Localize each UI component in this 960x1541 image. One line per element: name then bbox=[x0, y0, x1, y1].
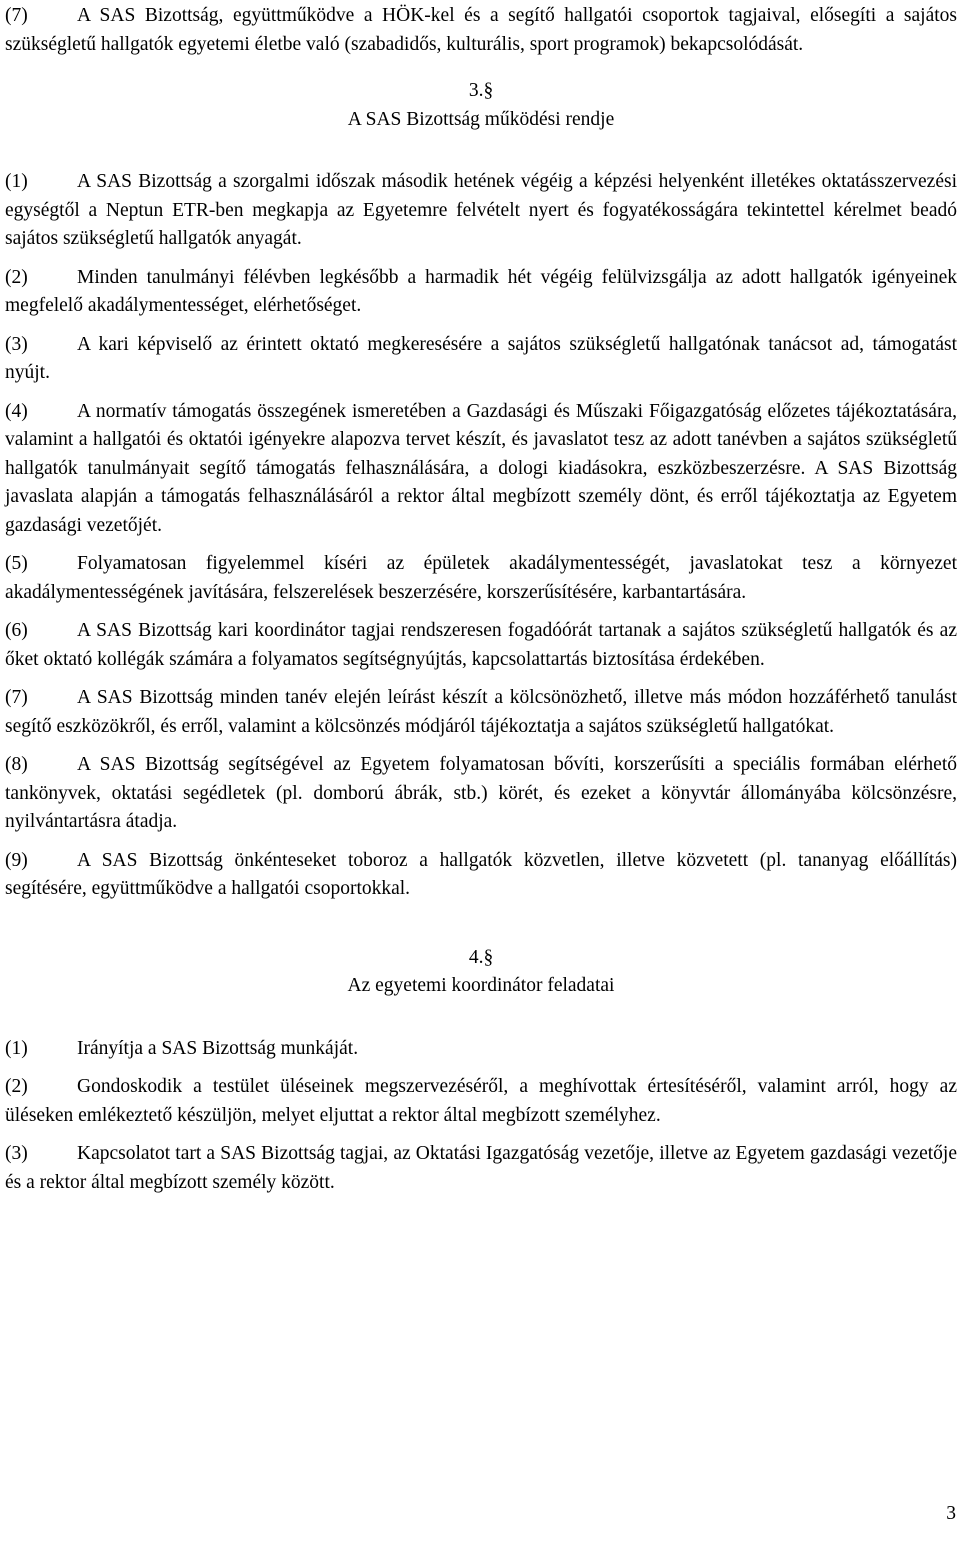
section-3 bbox=[5, 77, 957, 904]
paragraph-text: A SAS Bizottság kari koordinátor tagjai rendszeresen fogadóórát tartanak a sajátos szükségletű hallgatók és az őket oktató kollégák számára a folyamatos segítségnyújtás, kapcsolattartás biztosítása érdekében. bbox=[5, 620, 957, 670]
paragraph bbox=[5, 264, 957, 321]
section-number: 3.§ bbox=[468, 80, 494, 101]
paragraph-text: A SAS Bizottság a szorgalmi időszak második hetének végéig a képzési helyenként illetékes oktatásszervezési egységtől a Neptun ETR-ben megkapja az Egyetemre felvételt nyert és fogyatékosságára tekintettel kérelmet beadó sajátos szükségletű hallgatók anyagát. bbox=[5, 171, 957, 249]
paragraph-text: Gondoskodik a testület üléseinek megszervezéséről, a meghívottak értesítéséről, valamint arról, hogy az üléseken emlékeztető készüljön, melyet eljuttat a rektor által megbízott személyhez. bbox=[5, 1076, 957, 1126]
paragraph-number: (3) bbox=[5, 333, 28, 355]
paragraph-intro bbox=[5, 2, 957, 59]
paragraph bbox=[5, 1073, 957, 1130]
section-symbol: § bbox=[483, 80, 494, 101]
paragraph bbox=[5, 331, 957, 388]
paragraph-text: A SAS Bizottság, együttműködve a HÖK-kel és a segítő hallgatói csoportok tagjaival, elősegíti a sajátos szükségletű hallgatók egyetemi életbe való (szabadidős, kulturális, sport programok) bekapcsolódását. bbox=[5, 5, 957, 55]
paragraph-number: (2) bbox=[5, 1076, 28, 1097]
paragraph-number: (8) bbox=[5, 754, 28, 775]
paragraph bbox=[5, 617, 957, 674]
paragraph-number: (9) bbox=[5, 849, 28, 871]
paragraph bbox=[5, 1035, 957, 1064]
paragraph-text: Folyamatosan figyelemmel kíséri az épületek akadálymentességét, javaslatokat tesz a környezet akadálymentességének javítására, felszerelések beszerzésére, korszerűsítésére, karbantartására. bbox=[5, 553, 957, 603]
paragraph-number: (7) bbox=[5, 687, 28, 708]
paragraph-text: Irányítja a SAS Bizottság munkáját. bbox=[77, 1037, 359, 1059]
paragraph bbox=[5, 847, 957, 904]
paragraph-number: (3) bbox=[5, 1143, 28, 1164]
paragraph bbox=[5, 550, 957, 607]
section-number: 4.§ bbox=[468, 946, 494, 968]
paragraph bbox=[5, 684, 957, 741]
paragraph-number: (2) bbox=[5, 266, 28, 288]
paragraph-number: (1) bbox=[5, 171, 28, 192]
paragraph-text: Minden tanulmányi félévben legkésőbb a harmadik hét végéig felülvizsgálja az adott hallgatók igényeinek megfelelő akadálymentességet, elérhetőséget. bbox=[5, 266, 957, 316]
section-symbol: § bbox=[483, 946, 494, 968]
paragraph bbox=[5, 1140, 957, 1197]
page-number: 3 bbox=[946, 1503, 956, 1524]
paragraph-text: A SAS Bizottság minden tanév elején leírást készít a kölcsönözhető, illetve más módon hozzáférhető tanulást segítő eszközökről, és erről, valamint a kölcsönzés módjáról tájékoztatja a sajátos szükségletű hallgatókat. bbox=[5, 687, 957, 737]
paragraph-number: (6) bbox=[5, 620, 28, 641]
paragraph-text: A normatív támogatás összegének ismeretében a Gazdasági és Műszaki Főigazgatóság előzetes tájékoztatására, valamint a hallgatói és oktatói igényekre alapozva tervet készít, és javaslatot tesz az adott tanévben a sajátos szükségletű hallgatók tanulmányait segítő támogatás felhasználására, a dologi kiadásokra, eszközbeszerzésre. A SAS Bizottság javaslata alapján a támogatás felhasználásáról a rektor által megbízott személy dönt, és erről tájékoztatja az Egyetem gazdasági vezetőjét. bbox=[5, 400, 957, 536]
paragraph-text: A SAS Bizottság önkénteseket toboroz a hallgatók közvetlen, illetve közvetett (pl. tananyag előállítás) segítésére, együttműködve a hallgatói csoportokkal. bbox=[5, 849, 957, 899]
document-page bbox=[5, 2, 957, 1207]
paragraph-number: (7) bbox=[5, 5, 28, 26]
paragraph-text: A SAS Bizottság segítségével az Egyetem folyamatosan bővíti, korszerűsíti a speciális formában elérhető tankönyvek, oktatási segédletek (pl. domború ábrák, stb.) körét, és ezeket a könyvtár állományába kölcsönzésre, nyilvántartásra átadja. bbox=[5, 754, 957, 832]
paragraph-number: (4) bbox=[5, 400, 28, 422]
section-4 bbox=[5, 944, 957, 1198]
paragraph-number: (1) bbox=[5, 1037, 28, 1059]
paragraph bbox=[5, 751, 957, 837]
paragraph-text: Kapcsolatot tart a SAS Bizottság tagjai, az Oktatási Igazgatóság vezetője, illetve az Egyetem gazdasági vezetője és a rektor által megbízott személy között. bbox=[5, 1143, 957, 1193]
paragraph bbox=[5, 168, 957, 254]
paragraph-number: (5) bbox=[5, 553, 28, 574]
paragraph-text: A kari képviselő az érintett oktató megkeresésére a sajátos szükségletű hallgatónak tanácsot ad, támogatást nyújt. bbox=[5, 333, 957, 383]
section-title: A SAS Bizottság működési rendje bbox=[347, 108, 615, 130]
section-title: Az egyetemi koordinátor feladatai bbox=[347, 975, 615, 996]
paragraph bbox=[5, 398, 957, 541]
